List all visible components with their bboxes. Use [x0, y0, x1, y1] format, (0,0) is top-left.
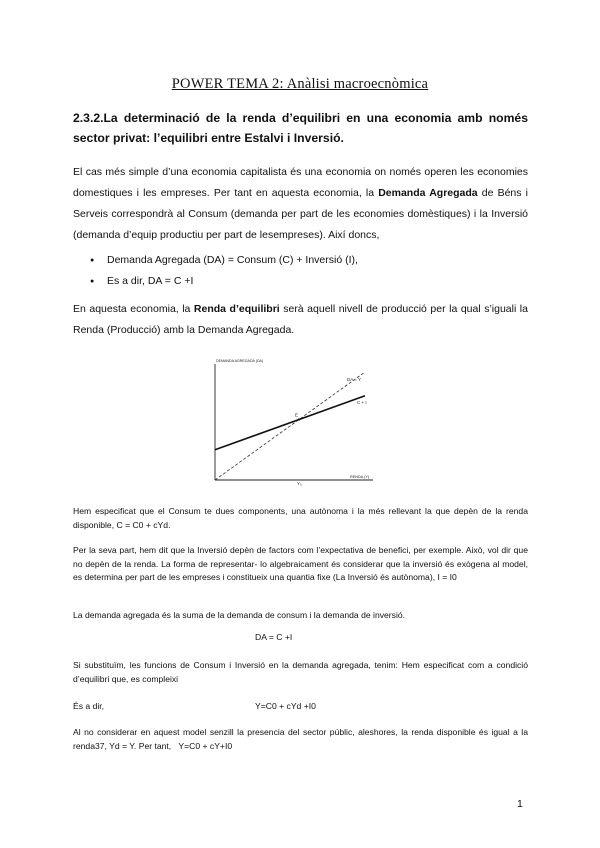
chart-x-label: RENDA (Y)	[350, 475, 370, 479]
equation-y: Y=C0 + cYd +I0	[255, 701, 316, 711]
eq-text-a: En aquesta economia, la	[73, 303, 194, 315]
consumption-text: Hem especificat que el Consum te dues components, una autònoma i la més rellevant la que depèn de la renda disponible, C = C0 + cYd.	[73, 506, 528, 530]
section-heading: 2.3.2.La determinació de la renda d’equilibri en una economia amb només sector privat: l’equilibri entre Estalvi i Inversió.	[73, 111, 528, 145]
da-y-line-label: DA = Y	[347, 377, 362, 382]
eq-bold-term: Renda d’equilibri	[193, 303, 280, 315]
equilibrium-label: E	[295, 412, 299, 418]
da-y-line	[215, 372, 365, 480]
public-sector-sentence: Al no considerar en aquest model senzill la presencia del sector públic, aleshores, la renda disponible és igual a la renda37, Yd = Y. Per tant,	[73, 727, 528, 751]
intro-text-a: El cas més simple d’una economia capitalista és una economia on només operen les economies domestiques i les empreses. Per tant en aquesta economia, la	[73, 166, 528, 199]
equilibrium-paragraph	[73, 299, 528, 341]
equation-da: DA = C +I	[255, 632, 293, 642]
eq-text-c: serà aquell nivell de producció per la qual s’iguali la Renda (Producció) amb la Demanda Agregada.	[73, 303, 528, 336]
bullet-list	[90, 250, 358, 292]
page-number: 1	[517, 798, 523, 810]
c-plus-i-line-label: C + I	[357, 399, 367, 405]
substitution-text: Si substituïm, les funcions de Consum i Inversió en la demanda agregada, tenim: Hem especificat com a condició d’equilibri que, es compleixi	[73, 660, 528, 684]
intro-paragraph	[73, 162, 528, 246]
investment-text: Per la seva part, hem dit que la Inversió depèn de factors com l’expectativa de benefici, per exemple. Això, vol dir que no depèn de la renda. La forma de representar- lo algebraicament és considerar que la inversió és exògena al model, es determina per part de les empreses i constitueix una quantia fixe (La Inversió és autònoma), I = I0	[73, 545, 528, 582]
public-sector-text	[73, 726, 528, 753]
intro-text-c: de Béns i Serveis correspondrà al Consum (demanda per part de les economies domèstiques) i la Inversió (demanda d’equip productiu per part de lesempreses). Així doncs,	[73, 187, 528, 241]
es-a-dir-label: És a dir,	[73, 701, 105, 711]
equation-final: Y=C0 + cY+I0	[178, 740, 233, 751]
bullet-item: ● Es a dir, DA = C +I	[90, 271, 358, 292]
bullet-item: ● Demanda Agregada (DA) = Consum (C) + Inversió (I),	[90, 250, 358, 271]
equilibrium-point	[298, 418, 300, 420]
intro-bold-term: Demanda Agregada	[378, 187, 478, 199]
chart-y-label: DEMANDA AGREGADA (DA)	[216, 359, 264, 363]
x-tick-label-y0: Y₀	[297, 481, 302, 486]
c-plus-i-line	[215, 396, 365, 450]
page-title: POWER TEMA 2: Anàlisi macroecnòmica	[171, 76, 429, 92]
aggregate-demand-text: La demanda agregada és la suma de la demanda de consum i la demanda de inversió.	[73, 610, 406, 620]
equilibrium-chart	[205, 352, 385, 490]
